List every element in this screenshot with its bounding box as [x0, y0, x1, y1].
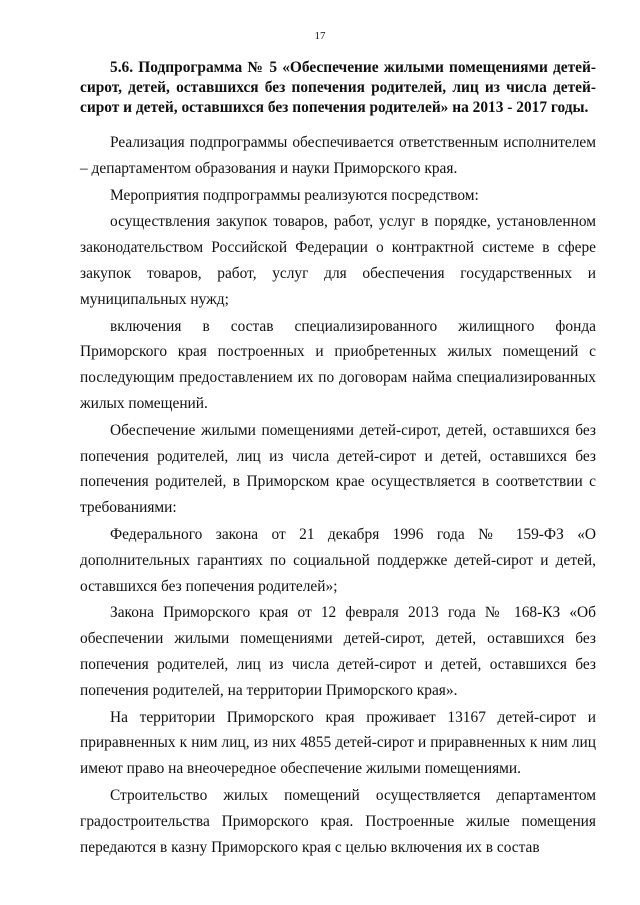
paragraph: Обеспечение жилыми помещениями детей-сирот, детей, оставшихся без попечения родителей, лиц из числа детей-сирот и детей, оставшихся без попечения родителей, в Приморском крае осуществляется в соответствии с требованиями:: [80, 421, 596, 517]
document-body: [80, 130, 596, 861]
paragraph: Закона Приморского края от 12 февраля 2013 года № 168-КЗ «Об обеспечении жилыми помещениями детей-сирот, детей, оставшихся без попечения родителей, лиц из числа детей-сирот и детей, оставшихся без попечения родителей, на территории Приморского края».: [80, 604, 596, 699]
paragraph: включения в состав специализированного жилищного фонда Приморского края построенных и приобретенных жилых помещений с последующим предоставлением их по договорам найма специализированных жилых помещений.: [80, 317, 596, 412]
paragraph: Строительство жилых помещений осуществляется департаментом градостроительства Приморского края. Построенные жилые помещения передаются в казну Приморского края с целью включения их в состав: [80, 786, 596, 856]
paragraph: Федерального закона от 21 декабря 1996 года № 159-ФЗ «О дополнительных гарантиях по социальной поддержке детей-сирот и детей, оставшихся без попечения родителей»;: [80, 525, 596, 595]
paragraph: осуществления закупок товаров, работ, услуг в порядке, установленном законодательством Российской Федерации о контрактной системе в сфере закупок товаров, работ, услуг для обеспечения государственных и муниципальных нужд;: [80, 213, 596, 308]
page-number: 17: [314, 30, 326, 42]
paragraph: Мероприятия подпрограммы реализуются посредством:: [110, 186, 479, 204]
section-heading: 5.6. Подпрограмма № 5 «Обеспечение жилыми помещениями детей-сирот, детей, оставшихся без попечения родителей, лиц из числа детей-сирот и детей, оставшихся без попечения родителей» на 2013 - 2017 годы.: [80, 59, 596, 116]
paragraph: Реализация подпрограммы обеспечивается ответственным исполнителем – департаментом образования и науки Приморского края.: [80, 134, 596, 177]
paragraph: На территории Приморского края проживает 13167 детей-сирот и приравненных к ним лиц, из них 4855 детей-сирот и приравненных к ним лиц имеют право на внеочередное обеспечение жилыми помещениями.: [80, 708, 596, 778]
